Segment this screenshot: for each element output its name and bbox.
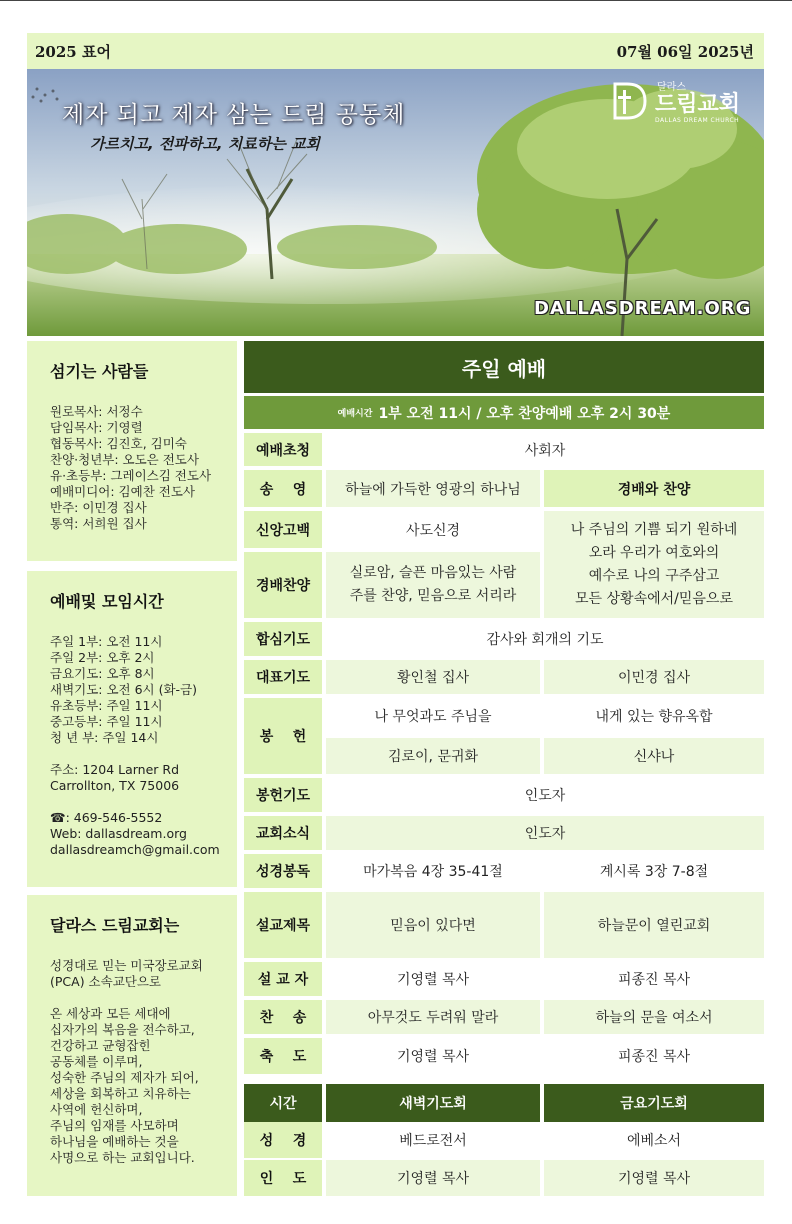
leader-label: 인 도	[244, 1160, 322, 1196]
rep-prayer-2: 이민경 집사	[544, 660, 764, 694]
news-value: 인도자	[326, 816, 764, 850]
bible-dawn: 베드로전서	[326, 1122, 540, 1158]
praise-song: 모든 상황속에서/믿음으로	[575, 590, 733, 607]
service-time-text: 1부 오전 11시 / 오후 찬양예배 오후 2시 30분	[378, 405, 671, 422]
about-line: 하나님을 예배하는 것을	[50, 1134, 179, 1149]
about-line: 성숙한 주님의 제자가 되어,	[50, 1070, 199, 1085]
sermon-label: 설교제목	[244, 892, 322, 958]
worship-songs	[326, 552, 540, 618]
logo-small-text: 달라스	[657, 82, 686, 93]
about-line: 사명으로 하는 교회입니다.	[50, 1150, 195, 1165]
about-line: 성경대로 믿는 미국장로교회	[50, 958, 203, 973]
staff-line: 원로목사: 서정수	[50, 404, 143, 419]
praise-header: 경배와 찬양	[544, 470, 764, 507]
worship-song-label: 경배찬양	[244, 552, 322, 618]
offering-song-2: 내게 있는 향유옥합	[544, 698, 764, 734]
offering-prayer-value: 인도자	[326, 778, 764, 812]
logo-mark-icon	[611, 82, 647, 120]
schedule-line: 금요기도: 오후 8시	[50, 666, 155, 681]
benediction-label: 축 도	[244, 1038, 322, 1074]
benediction-2: 피종진 목사	[544, 1038, 764, 1074]
about-line: (PCA) 소속교단으로	[50, 974, 161, 989]
staff-line: 예배미디어: 김예찬 전도사	[50, 484, 195, 499]
top-border	[0, 0, 792, 1]
about-line: 건강하고 균형잡힌	[50, 1038, 151, 1053]
staff-line: 통역: 서희원 집사	[50, 516, 147, 531]
header-bar	[27, 33, 764, 69]
about-line: 사역에 헌신하며,	[50, 1102, 143, 1117]
slogan-main: 제자 되고 제자 삼는 드림 공동체	[62, 102, 406, 128]
logo-english: DALLAS DREAM CHURCH	[655, 117, 740, 124]
service-time-label: 예배시간	[337, 409, 373, 419]
address-line-2: Carrollton, TX 75006	[50, 778, 180, 793]
schedule-line: 청 년 부: 주일 14시	[50, 730, 159, 745]
schedule-box	[27, 571, 237, 887]
staff-line: 찬양·청년부: 오도은 전도사	[50, 452, 199, 467]
staff-box	[27, 341, 237, 561]
friday-prayer-header: 금요기도회	[544, 1084, 764, 1122]
preacher-2: 피종진 목사	[544, 962, 764, 996]
praise-song: 예수로 나의 구주삼고	[588, 567, 720, 584]
hymn-value: 하늘에 가득한 영광의 하나님	[326, 470, 540, 507]
closing-hymn-1: 아무것도 두려워 말라	[326, 1000, 540, 1034]
dawn-prayer-header: 새벽기도회	[326, 1084, 540, 1122]
email-address[interactable]: dallasdreamch@gmail.com	[50, 842, 220, 857]
church-logo	[611, 78, 740, 124]
worship-title: 주일 예배	[244, 341, 764, 393]
praise-song: 오라 우리가 여호와의	[588, 544, 720, 561]
praise-songs	[544, 511, 764, 618]
logo-name: 드림교회	[655, 92, 741, 117]
about-box	[27, 895, 237, 1196]
reading-2: 계시록 3장 7-8절	[544, 854, 764, 888]
closing-hymn-label: 찬 송	[244, 1000, 322, 1034]
hymn-label: 송 영	[244, 470, 322, 507]
schedule-line: 유초등부: 주일 11시	[50, 698, 163, 713]
reading-1: 마가복음 4장 35-41절	[326, 854, 540, 888]
web-address[interactable]: Web: dallasdream.org	[50, 826, 187, 841]
offering-label: 봉 헌	[244, 698, 322, 774]
offering-song-1: 나 무엇과도 주님을	[326, 698, 540, 734]
slogan-sub: 가르치고, 전파하고, 치료하는 교회	[90, 135, 320, 153]
preacher-1: 기영렬 목사	[326, 962, 540, 996]
phone-number[interactable]: ☎: 469-546-5552	[50, 810, 163, 825]
leader-friday: 기영렬 목사	[544, 1160, 764, 1196]
website-link[interactable]: DALLASDREAM.ORG	[534, 298, 752, 319]
offering-singer-2: 신샤나	[544, 738, 764, 774]
staff-line: 담임목사: 기영렬	[50, 420, 143, 435]
creed-label: 신앙고백	[244, 511, 322, 548]
benediction-1: 기영렬 목사	[326, 1038, 540, 1074]
about-line: 세상을 회복하고 치유하는	[50, 1086, 191, 1101]
praise-song: 나 주님의 기쁨 되기 원하네	[570, 521, 738, 538]
joint-prayer-value: 감사와 회개의 기도	[326, 622, 764, 656]
bulletin-date: 07월 06일 2025년	[616, 42, 754, 61]
schedule-line: 중고등부: 주일 11시	[50, 714, 163, 729]
prayer-time-header: 시간	[244, 1084, 322, 1122]
address-line-1: 주소: 1204 Larner Rd	[50, 762, 180, 777]
about-line: 공동체를 이루며,	[50, 1054, 143, 1069]
worship-song: 실로암, 슬픈 마음있는 사람	[349, 565, 517, 581]
preacher-label: 설 교 자	[244, 962, 322, 996]
motto-year: 2025 표어	[35, 42, 111, 61]
rep-prayer-1: 황인철 집사	[326, 660, 540, 694]
worship-song: 주를 찬양, 믿음으로 서리라	[349, 588, 517, 604]
about-line: 온 세상과 모든 세대에	[50, 1006, 171, 1021]
call-value: 사회자	[326, 433, 764, 466]
schedule-line: 주일 2부: 오후 2시	[50, 650, 155, 665]
schedule-line: 주일 1부: 오전 11시	[50, 634, 163, 649]
bible-label: 성 경	[244, 1122, 322, 1158]
sermon-2: 하늘문이 열린교회	[544, 892, 764, 958]
staff-title: 섬기는 사람들	[50, 362, 149, 381]
creed-value: 사도신경	[326, 511, 540, 548]
staff-line: 협동목사: 김진호, 김미숙	[50, 436, 187, 451]
about-line: 십자가의 복음을 전수하고,	[50, 1022, 195, 1037]
sermon-1: 믿음이 있다면	[326, 892, 540, 958]
schedule-line: 새벽기도: 오전 6시 (화-금)	[50, 682, 198, 697]
call-label: 예배초청	[244, 433, 322, 466]
leader-dawn: 기영렬 목사	[326, 1160, 540, 1196]
joint-prayer-label: 합심기도	[244, 622, 322, 656]
staff-line: 반주: 이민경 집사	[50, 500, 147, 515]
bible-friday: 에베소서	[544, 1122, 764, 1158]
about-line: 주님의 임재를 사모하며	[50, 1118, 179, 1133]
reading-label: 성경봉독	[244, 854, 322, 888]
rep-prayer-label: 대표기도	[244, 660, 322, 694]
service-time-bar	[244, 396, 764, 429]
closing-hymn-2: 하늘의 문을 여소서	[544, 1000, 764, 1034]
offering-singer-1: 김로이, 문귀화	[326, 738, 540, 774]
offering-prayer-label: 봉헌기도	[244, 778, 322, 812]
news-label: 교회소식	[244, 816, 322, 850]
staff-line: 유·초등부: 그레이스김 전도사	[50, 468, 212, 483]
schedule-title: 예배및 모임시간	[50, 592, 164, 611]
about-title: 달라스 드림교회는	[50, 916, 180, 935]
